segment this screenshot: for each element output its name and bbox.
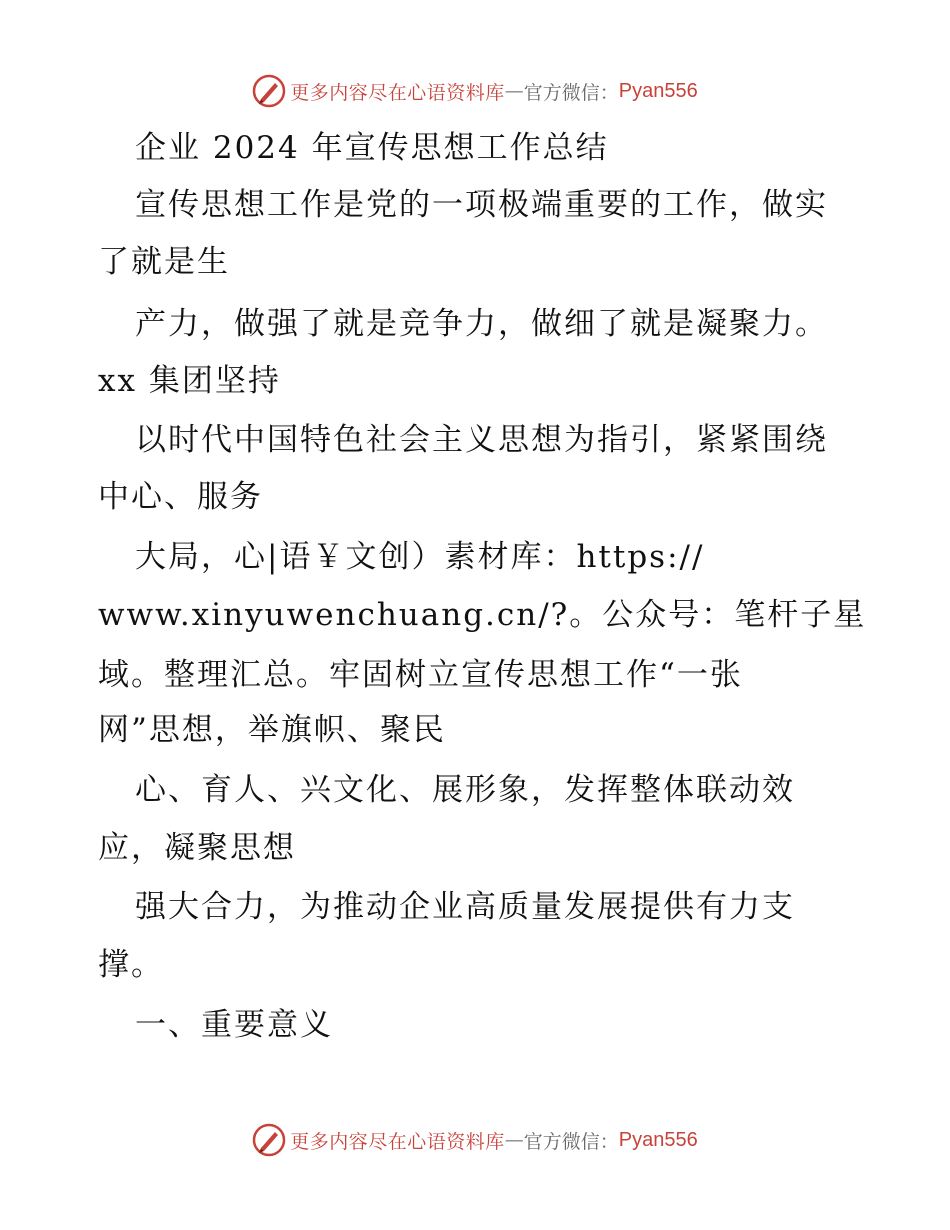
paragraph-line: www.xinyuwenchuang.cn/?。公众号：笔杆子星 [98,597,867,633]
document-title: 企业 2024 年宣传思想工作总结 [135,130,609,166]
pen-logo-icon [252,74,286,108]
wechat-id: Pyan556 [618,79,698,102]
paragraph-line: 了就是生 [98,244,230,280]
pen-logo-icon [252,1123,286,1157]
wechat-label: 官方微信： [523,81,619,104]
paragraph-line: 大局，心|语￥文创）素材库：https:// [135,539,705,575]
paragraph-line: xx 集团坚持 [98,363,281,399]
section-heading: 一、重要意义 [135,1007,333,1043]
paragraph-line: 心、育人、兴文化、展形象，发挥整体联动效 [135,772,795,808]
watermark-separator: — [504,1129,524,1151]
watermark-banner-top [0,71,950,111]
watermark-separator: — [504,80,524,102]
watermark-banner-bottom [0,1120,950,1160]
paragraph-line: 应，凝聚思想 [98,830,296,866]
paragraph-line: 以时代中国特色社会主义思想为指引，紧紧围绕 [135,422,828,458]
paragraph-line: 强大合力，为推动企业高质量发展提供有力支 [135,889,795,925]
paragraph-line: 撑。 [98,947,164,983]
paragraph-line: 域。整理汇总。牢固树立宣传思想工作“一张 [98,657,743,693]
watermark-text: 更多内容尽在心语资料库 [290,1130,505,1153]
paragraph-line: 宣传思想工作是党的一项极端重要的工作，做实 [135,187,828,223]
wechat-id: Pyan556 [618,1128,698,1151]
paragraph-line: 产力，做强了就是竞争力，做细了就是凝聚力。 [135,306,828,342]
wechat-label: 官方微信： [523,1130,619,1153]
paragraph-line: 网”思想，举旗帜、聚民 [98,712,446,748]
watermark-text: 更多内容尽在心语资料库 [290,81,505,104]
paragraph-line: 中心、服务 [98,479,263,515]
